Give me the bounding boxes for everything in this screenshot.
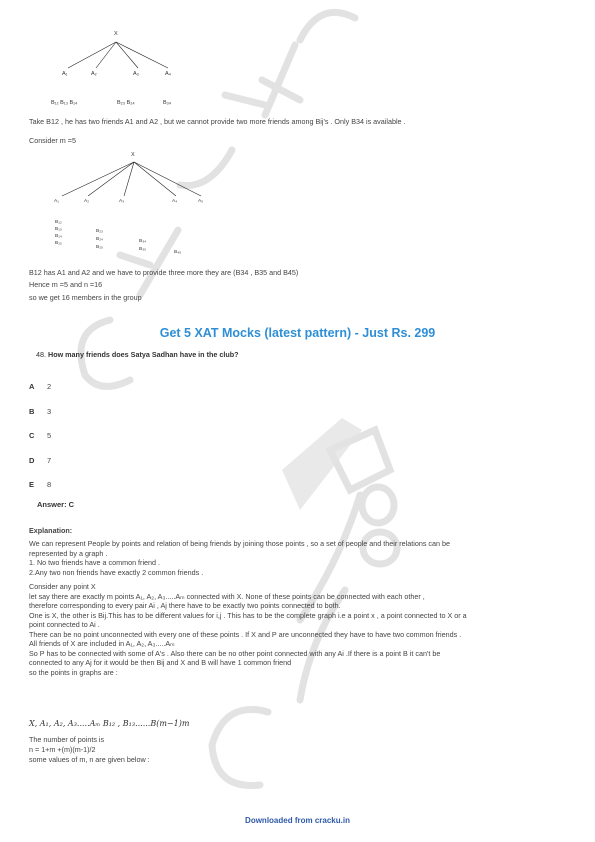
diagram1-b-group: B₂₃ B₂₄ <box>117 100 135 106</box>
explanation-line: There can be no point unconnected with every one of these points . If X and P are unconnected they have to have two common friends . <box>29 629 462 639</box>
diagram1-b-group: B₃₄ <box>163 100 172 106</box>
diagram2-root-label: X <box>131 152 135 158</box>
explanation-line: One is X, the other is Bij.This has to be different values for i,j . This has to be the complete graph i.e a point x , a point connected to X or a <box>29 610 467 620</box>
explanation-line: All friends of X are included in A₁, A₂, A₃.....Aₘ <box>29 639 175 648</box>
option-letter[interactable]: B <box>29 407 35 416</box>
explanation-text: Hence m =5 and n =16 <box>29 280 103 289</box>
explanation-line: therefore corresponding to every pair Ai , Aj there have to be exactly two points connected to both. <box>29 601 341 610</box>
option-value[interactable]: 3 <box>47 407 52 416</box>
explanation-line: So P has to be connected with some of A's . Also there can be no other point connected with any Ai .If there is a point B it can't be <box>29 648 441 658</box>
option-letter[interactable]: E <box>29 480 35 489</box>
footer-link[interactable]: Downloaded from cracku.in <box>245 816 350 825</box>
diagram2-child-label: A₅ <box>198 199 204 204</box>
option-value[interactable]: 8 <box>47 480 52 489</box>
diagram1-child-label: A₃ <box>133 71 139 77</box>
explanation-heading: Explanation: <box>29 526 73 535</box>
answer-label: Answer: C <box>37 500 75 509</box>
question <box>36 350 239 359</box>
b-label: B₁₃ <box>55 227 62 232</box>
explanation-line: 1. No two friends have a common friend . <box>29 558 161 567</box>
b-label: B₁₅ <box>55 241 62 246</box>
explanation-body <box>29 539 467 677</box>
option-letter[interactable]: C <box>29 431 35 440</box>
b-label: B₄₅ <box>174 250 182 255</box>
explanation-line: 2.Any two non friends have exactly 2 common friends . <box>29 567 204 577</box>
count-line: some values of m, n are given below : <box>29 755 150 764</box>
b-label: B₂₃ <box>96 229 104 234</box>
question-number: 48. <box>36 350 46 359</box>
explanation-line: We can represent People by points and relation of being friends by joining those points , so a set of people and their relations can be <box>29 539 451 548</box>
explanation-text: Consider m =5 <box>29 136 76 145</box>
option-value[interactable]: 5 <box>47 431 52 440</box>
explanation-line: Consider any point X <box>29 582 96 591</box>
explanation-line: connected to any Aj for it would be then Bij and X and B will have 1 common friend <box>29 658 292 667</box>
b-label: B₂₅ <box>96 245 103 250</box>
explanation-line: let say there are exactly m points A₁, A₂, A₃.....Aₘ connected with X. None of these points can be connected with each other , <box>29 591 425 601</box>
diagram1-root-label: X <box>114 31 118 37</box>
diagram1-child-label: A₄ <box>165 71 171 77</box>
count-text <box>29 735 150 765</box>
explanation-text: B12 has A1 and A2 and we have to provide three more they are (B34 , B35 and B45) <box>29 268 299 277</box>
diagram1-child-label: A₂ <box>91 71 97 77</box>
question-text: How many friends does Satya Sadhan have in the club? <box>48 350 239 359</box>
b-label: B₁₂ <box>55 220 62 225</box>
promo-banner-link[interactable]: Get 5 XAT Mocks (latest pattern) - Just Rs. 299 <box>159 326 436 340</box>
diagram2-child-label: A₂ <box>84 199 90 204</box>
explanation-line: point connected to Ai . <box>29 620 100 629</box>
b-label: B₃₄ <box>139 239 147 244</box>
diagram2-child-label: A₁ <box>54 199 59 204</box>
explanation-line: so the points in graphs are : <box>29 667 118 677</box>
b-label: B₁₄ <box>55 234 62 239</box>
diagram1-b-group: B₁₂ B₁₃ B₁₄ <box>51 100 78 106</box>
diagram2-child-label: A₃ <box>119 199 125 204</box>
explanation-line: represented by a graph . <box>29 548 108 558</box>
explanation-text: Take B12 , he has two friends A1 and A2 , but we cannot provide two more friends among Bij's . Only B34 is available . <box>29 117 406 126</box>
b-label: B₃₅ <box>139 247 147 252</box>
b-label: B₂₄ <box>96 237 104 242</box>
option-value[interactable]: 2 <box>47 382 52 391</box>
diagram2-child-label: A₄ <box>172 199 178 204</box>
count-line: The number of points is <box>29 735 105 744</box>
option-value[interactable]: 7 <box>47 456 52 465</box>
option-letter[interactable]: D <box>29 456 35 465</box>
option-letter[interactable]: A <box>29 382 35 391</box>
explanation-text: so we get 16 members in the group <box>29 293 142 302</box>
diagram1-child-label: A₁ <box>62 71 68 77</box>
count-line: n = 1+m +(m)(m-1)/2 <box>29 745 96 754</box>
points-formula: X, A₁, A₂, A₃.....Aₘ B₁₂ , B₁₃......B(m−1)m <box>29 719 190 728</box>
